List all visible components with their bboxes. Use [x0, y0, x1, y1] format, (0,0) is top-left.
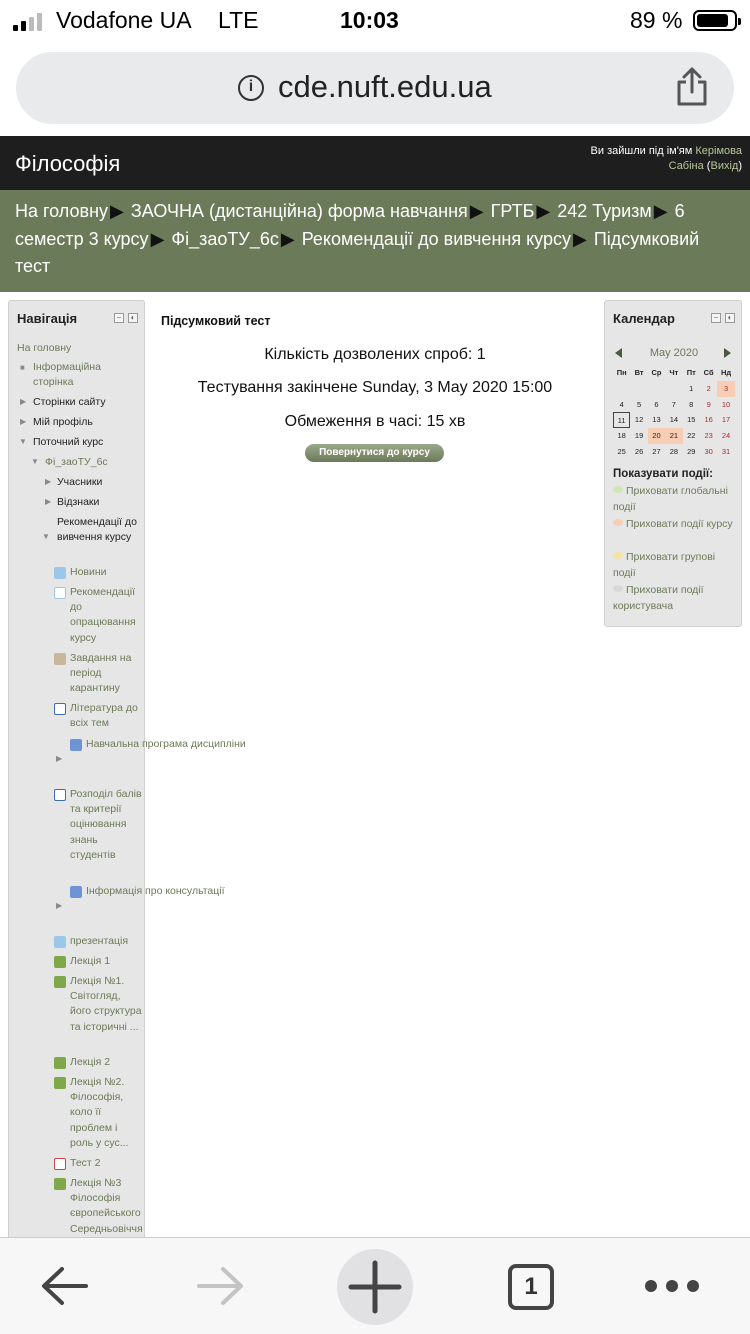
back-to-course-button[interactable]: Повернутися до курсу [305, 444, 444, 462]
expand-arrow-icon[interactable]: ▶ [45, 477, 52, 486]
back-arrow-icon[interactable] [40, 1265, 90, 1307]
calendar-empty-cell [665, 381, 682, 397]
calendar-day: 23 [704, 431, 713, 441]
book-icon [54, 1178, 66, 1190]
calendar-day: 25 [617, 446, 626, 456]
calendar-day: 4 [619, 399, 624, 409]
site-title[interactable]: Філософія [15, 151, 121, 176]
breadcrumb-separator: ▶ [150, 228, 165, 249]
filter-user-events[interactable]: Приховати події користувача [613, 584, 704, 613]
dock-icon[interactable]: ◐ [128, 313, 138, 323]
calendar-day: 10 [721, 399, 731, 409]
filter-course-events[interactable]: Приховати події курсу [613, 516, 738, 532]
collapse-arrow-icon[interactable]: ▼ [31, 457, 39, 466]
calendar-day: 5 [637, 399, 642, 409]
nav-lecture-2[interactable]: Лекція 2 [70, 1056, 111, 1068]
plus-icon [337, 1249, 413, 1325]
calendar-day[interactable]: 20 [648, 428, 665, 444]
collapse-arrow-icon[interactable]: ▼ [42, 532, 50, 541]
calendar-day: 16 [704, 415, 713, 425]
calendar-week [613, 397, 735, 413]
nav-info-page[interactable]: Інформаційна сторінка [33, 361, 101, 389]
calendar-day: 12 [634, 415, 644, 425]
calendar-week [613, 412, 735, 428]
nav-presentation[interactable]: презентація [70, 935, 129, 947]
attempts-allowed: Кількість дозволених спроб: 1 [264, 346, 486, 363]
nav-test-2[interactable]: Тест 2 [70, 1157, 101, 1169]
breadcrumb-specialty[interactable]: 242 Туризм [557, 201, 652, 221]
calendar-day: 14 [669, 415, 679, 425]
calendar-week [613, 428, 735, 444]
calendar-empty-cell [648, 381, 665, 397]
nav-lecture-1[interactable]: Лекція 1 [70, 955, 111, 967]
battery-icon [693, 10, 737, 31]
page-title: Підсумковий тест [161, 314, 271, 328]
calendar-day: 27 [652, 446, 661, 456]
user-name-link[interactable]: Керімова Сабіна [668, 145, 742, 172]
book-icon [54, 1077, 66, 1089]
calendar-day: 13 [652, 415, 661, 425]
block-controls [114, 313, 138, 323]
more-menu-icon[interactable] [645, 1280, 699, 1292]
calendar-day: 29 [687, 446, 696, 456]
calendar-day: 31 [721, 446, 731, 456]
url-icon [54, 703, 66, 715]
calendar-day: 19 [634, 431, 644, 441]
show-events-label: Показувати події: [613, 468, 713, 480]
breadcrumb-separator: ▶ [653, 201, 668, 221]
quiz-icon [54, 1158, 66, 1170]
logout-link[interactable]: Вихід [710, 160, 739, 172]
book-icon [54, 976, 66, 988]
eye-icon [613, 552, 623, 559]
nav-participants[interactable]: Учасники [57, 476, 103, 488]
presentation-icon [54, 936, 66, 948]
breadcrumb-form[interactable]: ЗАОЧНА (дистанційна) форма навчання [130, 201, 468, 221]
weekday-header: Нд [720, 368, 732, 377]
network-label: LTE [218, 7, 259, 33]
breadcrumb-separator: ▶ [110, 201, 124, 221]
expand-arrow-icon[interactable]: ▶ [56, 754, 63, 763]
expand-arrow-icon[interactable]: ▶ [20, 397, 27, 406]
calendar-day: 6 [654, 399, 659, 409]
nav-current-course[interactable]: Поточний курс [33, 436, 104, 448]
login-info: Ви зайшли під ім'ям Керімова Сабіна (Вихід) [590, 145, 742, 172]
expand-arrow-icon[interactable]: ▶ [56, 901, 63, 910]
quiz-closed-date: Тестування закінчене Sunday, 3 May 2020 15:00 [197, 379, 553, 396]
calendar-day: 15 [687, 415, 696, 425]
calendar-day: 26 [634, 446, 644, 456]
carrier-label: Vodafone UA [56, 7, 192, 33]
nav-course[interactable]: Фі_заоТУ_6с [45, 456, 108, 468]
calendar-day[interactable]: 3 [717, 381, 734, 397]
time-limit: Обмеження в часі: 15 хв [284, 413, 466, 430]
weekday-header: Ср [651, 368, 662, 377]
breadcrumb-current: Підсумковий тест [15, 228, 700, 276]
clock: 10:03 [340, 7, 399, 33]
calendar-empty-cell [613, 381, 630, 397]
database-icon [70, 886, 82, 898]
filter-global-events[interactable]: Приховати глобальні події [613, 485, 728, 514]
weekday-header: Вт [634, 368, 644, 377]
breadcrumb-group[interactable]: ГРТБ [490, 201, 535, 221]
login-prefix: Ви зайшли під ім'ям [590, 145, 693, 157]
browser-toolbar [0, 1237, 750, 1334]
breadcrumb-separator: ▶ [469, 201, 484, 221]
calendar-title: Календар [613, 311, 675, 326]
eye-icon [613, 585, 623, 592]
calendar-day: 1 [689, 383, 694, 393]
nav-home[interactable]: На головну [17, 342, 72, 354]
calendar-day: 7 [671, 399, 676, 409]
breadcrumb-section[interactable]: Рекомендації до вивчення курсу [301, 228, 571, 249]
expand-arrow-icon[interactable]: ▶ [45, 497, 52, 506]
calendar-week [613, 381, 735, 397]
status-bar [0, 0, 750, 42]
breadcrumb-separator: ▶ [280, 228, 295, 249]
breadcrumb-home[interactable]: На головну [15, 201, 109, 221]
calendar-day: 22 [687, 431, 696, 441]
calendar-day: 30 [704, 446, 713, 456]
calendar-day: 9 [706, 399, 711, 409]
calendar-day: 18 [617, 431, 626, 441]
database-icon [70, 739, 82, 751]
url-icon [54, 789, 66, 801]
tabs-button[interactable]: 1 [508, 1264, 554, 1310]
expand-arrow-icon[interactable]: ▶ [20, 417, 27, 426]
address-bar[interactable] [16, 52, 734, 124]
nav-study-recs[interactable]: Рекомендації до опрацювання курсу [70, 586, 136, 644]
breadcrumb-separator: ▶ [536, 201, 551, 221]
nav-consultations[interactable]: Інформація про консультації [86, 885, 225, 897]
block-controls [711, 313, 735, 323]
calendar-day: 11 [613, 412, 630, 428]
battery-percent: 89 % [630, 7, 683, 33]
signal-icon [13, 13, 42, 31]
share-icon[interactable] [674, 66, 710, 106]
forum-icon [54, 567, 66, 579]
nav-badges[interactable]: Відзнаки [57, 496, 100, 508]
calendar-week [613, 444, 735, 460]
eye-icon [613, 486, 623, 493]
eye-icon [613, 519, 623, 526]
forward-arrow-icon[interactable] [195, 1265, 245, 1307]
nav-literature[interactable]: Література до всіх тем [70, 702, 138, 730]
calendar-block [604, 300, 742, 627]
navigation-title: Навігація [17, 311, 78, 326]
nav-news[interactable]: Новини [70, 566, 107, 578]
url-text[interactable]: cde.nuft.edu.ua [278, 69, 492, 104]
weekday-header: Пт [686, 368, 696, 377]
nav-site-pages[interactable]: Сторінки сайту [33, 396, 106, 408]
collapse-arrow-icon[interactable]: ▼ [19, 437, 27, 446]
collapse-icon[interactable]: − [114, 313, 124, 323]
calendar-day: 8 [689, 399, 694, 409]
info-icon[interactable]: i [238, 75, 264, 101]
nav-recommendations[interactable]: Рекомендації до вивчення курсу [57, 516, 137, 544]
breadcrumb-semester[interactable]: 6 семестр 3 курсу [15, 201, 685, 249]
calendar-grid [613, 365, 735, 460]
dock-icon[interactable]: ◐ [725, 313, 735, 323]
nav-lecture-no1[interactable]: Лекція №1. Світогляд, його структура та історичні ... [70, 975, 142, 1033]
book-icon [54, 1057, 66, 1069]
next-month-icon[interactable] [724, 348, 731, 358]
calendar-day: 28 [669, 446, 679, 456]
breadcrumb [0, 190, 750, 292]
bullet-icon: ■ [20, 363, 25, 372]
book-icon [54, 956, 66, 968]
calendar-month[interactable]: May 2020 [649, 347, 699, 359]
weekday-header: Пн [616, 368, 627, 377]
calendar-empty-cell [630, 381, 647, 397]
weekday-header: Сб [703, 368, 714, 377]
filter-group-events[interactable]: Приховати групові події [613, 551, 716, 580]
file-icon [54, 587, 66, 599]
nav-my-profile[interactable]: Мій профіль [33, 416, 93, 428]
calendar-day[interactable]: 21 [665, 428, 682, 444]
calendar-day: 17 [721, 415, 731, 425]
site-header [0, 136, 750, 190]
nav-lecture-no3[interactable]: Лекція №3 Філософія європейського Середньовіччя [70, 1177, 143, 1235]
nav-points[interactable]: Розподіл балів та критерії оцінювання знань студентів [70, 788, 142, 861]
collapse-icon[interactable]: − [711, 313, 721, 323]
assignment-icon [54, 653, 66, 665]
breadcrumb-course[interactable]: Фі_заоТУ_6с [171, 228, 279, 249]
nav-program[interactable]: Навчальна програма дисципліни [86, 738, 246, 750]
new-tab-button[interactable] [337, 1249, 413, 1325]
nav-lecture-no2[interactable]: Лекція №2. Філософія, коло її проблем і роль у сус... [70, 1076, 129, 1149]
calendar-day: 24 [721, 431, 731, 441]
breadcrumb-separator: ▶ [572, 228, 587, 249]
calendar-day: 2 [706, 383, 711, 393]
nav-quarantine-task[interactable]: Завдання на період карантину [70, 652, 132, 695]
weekday-header: Чт [669, 368, 679, 377]
